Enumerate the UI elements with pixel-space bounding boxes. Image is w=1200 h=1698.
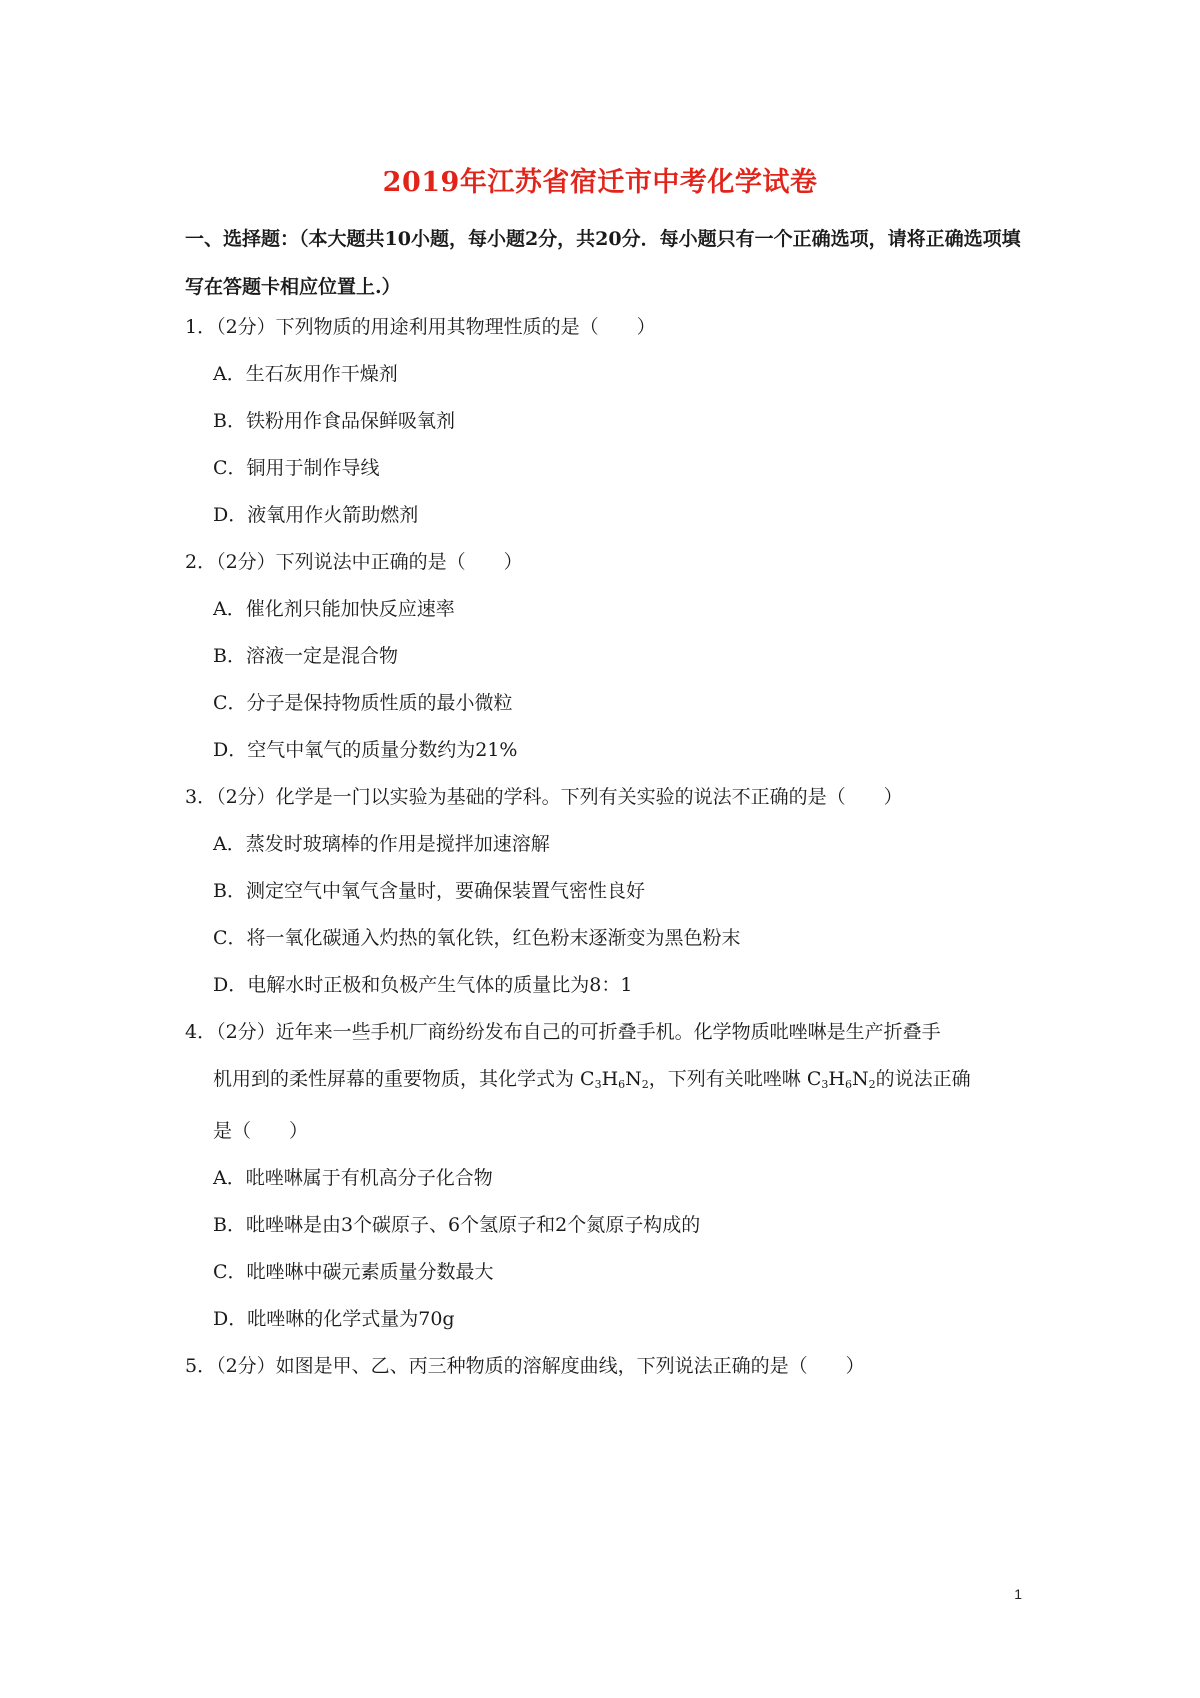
section-heading: 一、选择题：（本大题共10小题，每小题2分，共20分．每小题只有一个正确选项，请将正确选项填写在答题卡相应位置上.） [185, 228, 1021, 298]
element-symbol: N [851, 1068, 869, 1090]
question-4-stem-line2 [185, 1056, 1035, 1108]
question-4-stem-line1: 4．（2分）近年来一些手机厂商纷纷发布自己的可折叠手机。化学物质吡唑啉是生产折叠手 [185, 1021, 941, 1043]
question-3-option-b: B．测定空气中氧气含量时，要确保装置气密性良好 [213, 880, 645, 902]
subscript: 3 [594, 1078, 602, 1091]
stem-text: 机用到的柔性屏幕的重要物质，其化学式为 C [213, 1068, 595, 1090]
question-1-option-c: C．铜用于制作导线 [213, 457, 380, 479]
question-4-option-b: B．吡唑啉是由3个碳原子、6个氢原子和2个氮原子构成的 [213, 1214, 701, 1236]
question-3-option-d: D．电解水时正极和负极产生气体的质量比为8：1 [213, 974, 633, 996]
exam-title: 2019年江苏省宿迁市中考化学试卷 [382, 167, 818, 198]
element-symbol: H [828, 1068, 845, 1090]
question-3-option-a: A．蒸发时玻璃棒的作用是搅拌加速溶解 [213, 833, 550, 855]
question-1-option-d: D．液氧用作火箭助燃剂 [213, 504, 419, 526]
questions-body [185, 304, 1035, 1390]
subscript: 3 [821, 1078, 829, 1091]
question-2-option-c: C．分子是保持物质性质的最小微粒 [213, 692, 513, 714]
question-5-stem: 5．（2分）如图是甲、乙、丙三种物质的溶解度曲线，下列说法正确的是（ ） [185, 1355, 865, 1377]
element-symbol: N [625, 1068, 642, 1090]
question-1-option-a: A．生石灰用作干燥剂 [213, 363, 398, 385]
question-1-stem: 1．（2分）下列物质的用途利用其物理性质的是（ ） [185, 316, 656, 338]
question-2-stem: 2．（2分）下列说法中正确的是（ ） [185, 551, 523, 573]
subscript: 6 [844, 1078, 852, 1091]
subscript: 6 [618, 1078, 626, 1091]
question-4-option-c: C．吡唑啉中碳元素质量分数最大 [213, 1261, 494, 1283]
question-4-option-d: D．吡唑啉的化学式量为70g [213, 1308, 455, 1330]
question-3-option-c: C．将一氧化碳通入灼热的氧化铁，红色粉末逐渐变为黑色粉末 [213, 927, 741, 949]
question-4-option-a: A．吡唑啉属于有机高分子化合物 [213, 1167, 493, 1189]
question-3-stem: 3．（2分）化学是一门以实验为基础的学科。下列有关实验的说法不正确的是（ ） [185, 786, 903, 808]
subscript: 2 [868, 1078, 876, 1091]
stem-text: ，下列有关吡唑啉 C [648, 1068, 822, 1090]
question-4-stem-line3: 是（ ） [213, 1120, 309, 1142]
question-2-option-b: B．溶液一定是混合物 [213, 645, 398, 667]
stem-text: 的说法正确 [875, 1068, 971, 1090]
page-number: 1 [1014, 1586, 1022, 1602]
question-2-option-a: A．催化剂只能加快反应速率 [213, 598, 455, 620]
subscript: 2 [641, 1078, 649, 1091]
element-symbol: H [601, 1068, 619, 1090]
question-2-option-d: D．空气中氧气的质量分数约为21% [213, 739, 518, 761]
question-1-option-b: B．铁粉用作食品保鲜吸氧剂 [213, 410, 455, 432]
